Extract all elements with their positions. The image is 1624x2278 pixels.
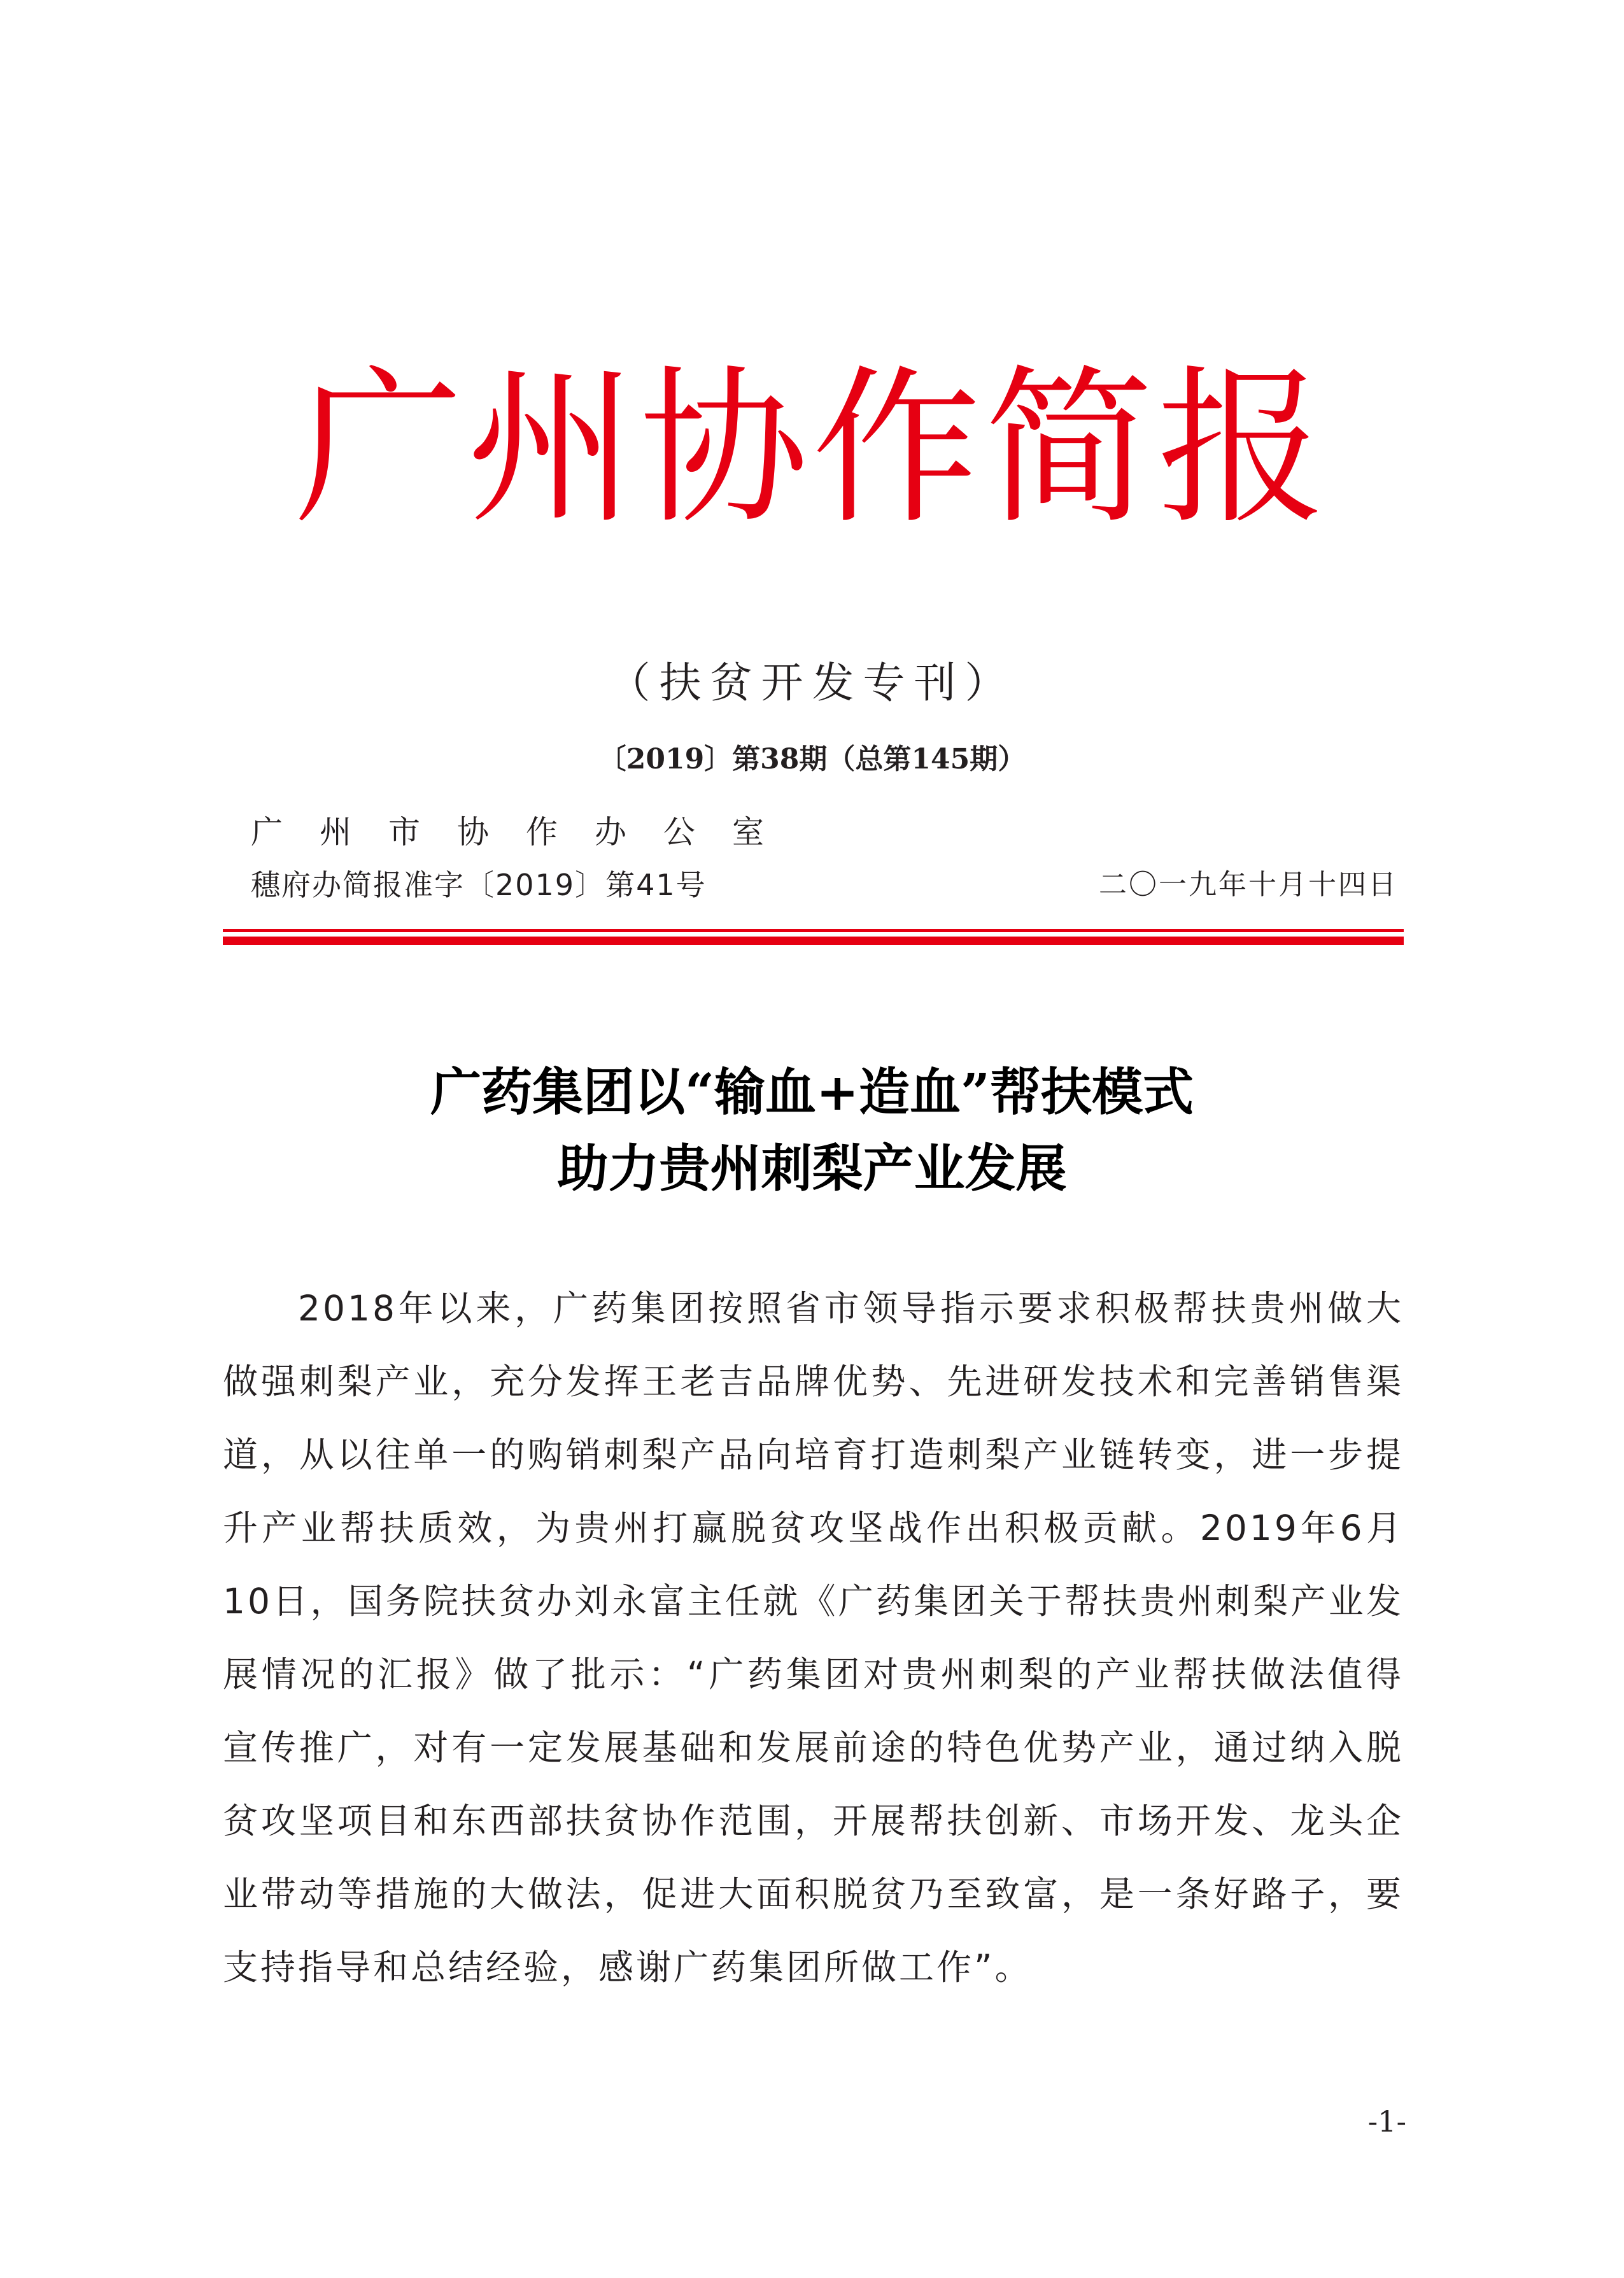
issuing-office: 广州市协作办公室 (251, 814, 801, 851)
headline-line-2: 助力贵州刺梨产业发展 (557, 1138, 1067, 1198)
special-issue-subtitle: （扶贫开发专刊） (608, 658, 1016, 707)
header-divider-thin (223, 929, 1404, 932)
headline-line-1: 广药集团以“输血+造血”帮扶模式 (430, 1062, 1194, 1122)
issue-number: 〔2019〕第38期（总第145期） (598, 743, 1026, 775)
issue-date: 二〇一九年十月十四日 (1099, 868, 1398, 901)
article-paragraph: 2018年以来，广药集团按照省市领导指示要求积极帮扶贵州做大做强刺梨产业，充分发挥王老吉品牌优势、先进研发技术和完善销售渠道，从以往单一的购销刺梨产品向培育打造刺梨产业链转变，进一步提升产业帮扶质效，为贵州打赢脱贫攻坚战作出积极贡献。2019年6月10日，国务院扶贫办刘永富主任就《广药集团关于帮扶贵州刺梨产业发展情况的汇报》做了批示：“广药集团对贵州刺梨的产业帮扶做法值得宣传推广，对有一定发展基础和发展前途的特色优势产业，通过纳入脱贫攻坚项目和东西部扶贫协作范围，开展帮扶创新、市场开发、龙头企业带动等措施的大做法，促进大面积脱贫乃至致富，是一条好路子，要支持指导和总结经验，感谢广药集团所做工作”。 (223, 1288, 1404, 1988)
masthead-title: 广州协作简报 (294, 351, 1330, 547)
header-divider-thick (223, 937, 1404, 945)
approval-number: 穗府办简报准字〔2019〕第41号 (251, 868, 707, 902)
article-headline (0, 1054, 1624, 1206)
page-number: -1- (1367, 2104, 1406, 2139)
